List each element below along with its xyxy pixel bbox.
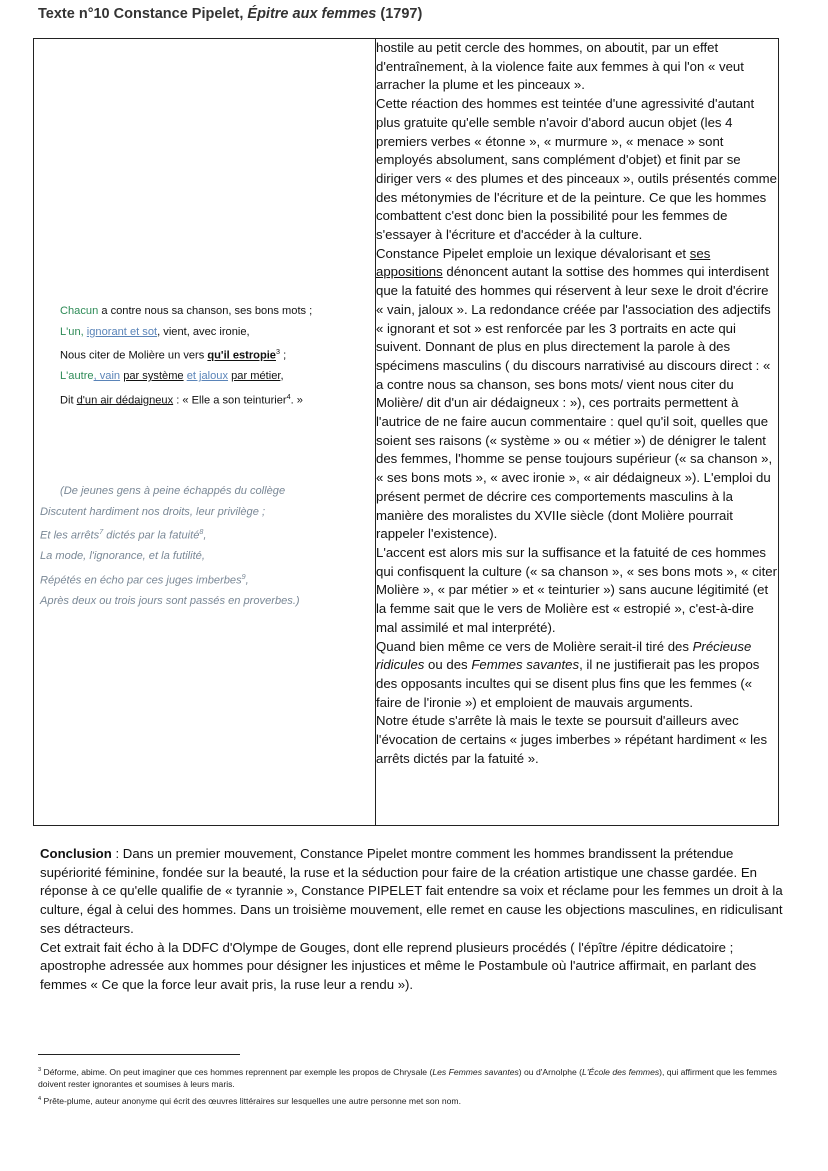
- poem2-line-5: Répétés en écho par ces juges imberbes$^9$,: [40, 571, 249, 587]
- conclusion-section: [40, 845, 792, 995]
- poem-line-2: L'un, ignorant et sot, vient, avec ironie,: [60, 325, 250, 338]
- poem-line-4: L'autre, vain par système et jaloux par métier,: [60, 370, 284, 383]
- document-title: Texte n°10 Constance Pipelet, Épitre aux femmes (1797): [38, 6, 423, 22]
- analysis-paragraph-4: L'accent est alors mis sur la suffisance et la fatuité de ces hommes qui confisquent la culture (« sa chanson », « ses bons mots », « citer Molière », « par métier » et « teinturier ») sans aucune légitimité (et la femme sait que le vers de Molière est « estropié », c'est-à-dire mal assimilé et mal interprété).: [376, 544, 777, 635]
- poem-line-3: Nous citer de Molière un vers qu'il estropie$^3$ ;: [60, 347, 287, 362]
- poem-line-1: Chacun a contre nous sa chanson, ses bons mots ;: [60, 305, 313, 317]
- analysis-paragraph-1: hostile au petit cercle des hommes, on aboutit, par un effet d'entraînement, à la violence faite aux femmes à qui l'on « veut arracher la plume et les pinceaux ».: [376, 40, 744, 93]
- footnotes: [38, 1064, 798, 1109]
- work-title: Épitre aux femmes: [247, 6, 377, 22]
- conclusion-paragraph-2: Cet extrait fait écho à la DDFC d'Olympe de Gouges, dont elle reprend plusieurs procédés ( l'épître /épitre dédicatoire ; apostrophe adressée aux hommes pour désigner les injustices et même le Postambule où l'autrice affirmait, en parlant des femmes « Ce que la force leur avait pris, la ruse leur a rendu »).: [40, 939, 757, 992]
- analysis-paragraph-6: Notre étude s'arrête là mais le texte se poursuit d'ailleurs avec l'évocation de certains « juges imberbes » répétant hardiment « les arrêts dictés par la fatuité ».: [376, 713, 768, 766]
- analysis-paragraph-5: Quand bien même ce vers de Molière serait-il tiré des Précieuse ridicules ou des Femmes savantes, il ne justifierait pas les propos des opposants incultes qui se disent plus fins que les femmes (« faire de l'ironie ») et emploient de mauvais arguments.: [376, 638, 760, 710]
- conclusion-label: Conclusion: [40, 846, 112, 861]
- analysis-paragraph-3: Constance Pipelet emploie un lexique dévalorisant et ses appositions dénoncent autant la sottise des hommes qui interdisent que la fatuité des hommes qui réservent à leur sexe le droit d'écrire « vain, jaloux ». La redondance créée par l'association des adjectifs « ignorant et sot » est renforcée par les 3 portraits en acte qui suivent. Donnant de plus en plus directement la parole à des spécimens masculins ( du discours narrativisé au discours direct : « a contre nous sa chanson, ses bons mots/ vient nous citer du Molière/ dit d'un air dédaigneux : »), ces portraits permettent à l'autrice de ne faire aucun commentaire : quel qu'il soit, quelles que soient ses raisons (« système » ou « métier ») de dénigrer le talent des femmes, l'homme se pense toujours supérieur (« sa chanson », « ses bons mots », « avec ironie », « air dédaigneux »). L'emploi du présent permet de décrire ces comportements masculins à la manière des moralistes du XVIIe siècle (dont Molière pourrait rappeler l'existence).: [376, 245, 773, 542]
- footnote-3: $^3$ Déforme, abime. On peut imaginer que ces hommes reprennent par exemple les propos de Chrysale (Les Femmes savantes) ou d'Arnolphe (L'École des femmes), qui affirment que les femmes doivent rester ignorantes et soumises à leurs maris.: [38, 1066, 777, 1090]
- poem-cell: [34, 39, 376, 826]
- poem-excerpt-1: [60, 301, 312, 411]
- poem2-line-4: La mode, l'ignorance, et la futilité,: [40, 550, 205, 563]
- poem2-line-1: (De jeunes gens à peine échappés du collège: [60, 485, 286, 497]
- analysis-cell: [376, 39, 779, 826]
- text-table: [33, 38, 779, 826]
- poem-line-5: Dit d'un air dédaigneux : « Elle a son teinturier$^4$. »: [60, 391, 303, 407]
- footnote-divider: [38, 1054, 240, 1055]
- poem-excerpt-2: [40, 481, 300, 611]
- poem2-line-6: Après deux ou trois jours sont passés en proverbes.): [40, 594, 300, 607]
- poem2-line-3: Et les arrêts$^7$ dictés par la fatuité$^8$,: [40, 527, 207, 542]
- footnote-4: $^4$ Prête-plume, auteur anonyme qui écrit des œuvres littéraires sur lesquelles une autre personne met son nom.: [38, 1095, 461, 1106]
- poem2-line-2: Discutent hardiment nos droits, leur privilège ;: [40, 505, 266, 518]
- conclusion-paragraph-1: Conclusion : Dans un premier mouvement, Constance Pipelet montre comment les hommes brandissent la prétendue supériorité féminine, fondée sur la beauté, la ruse et la séduction pour faire de la création artistique une chasse gardée. En réponse à ce qu'elle qualifie de « tyrannie », Constance PIPELET fait entendre sa voix et réclame pour les femmes un droit à la culture, égal à celui des hommes. Dans un troisième mouvement, elle remet en cause les objections masculines, en ridiculisant ses détracteurs.: [40, 846, 783, 936]
- analysis-paragraph-2: Cette réaction des hommes est teintée d'une agressivité d'autant plus gratuite qu'elle semble n'avoir d'abord aucun objet (les 4 premiers verbes « étonne », « murmure », « menace » sont employés absolument, sans complément d'objet) et finit par se diriger vers « des plumes et des pinceaux », outils présentés comme des métonymies de l'écriture et de la peinture. Ce que les hommes combattent c'est donc bien la possibilité pour les femmes de s'essayer à l'écriture et d'accéder à la culture.: [376, 96, 777, 243]
